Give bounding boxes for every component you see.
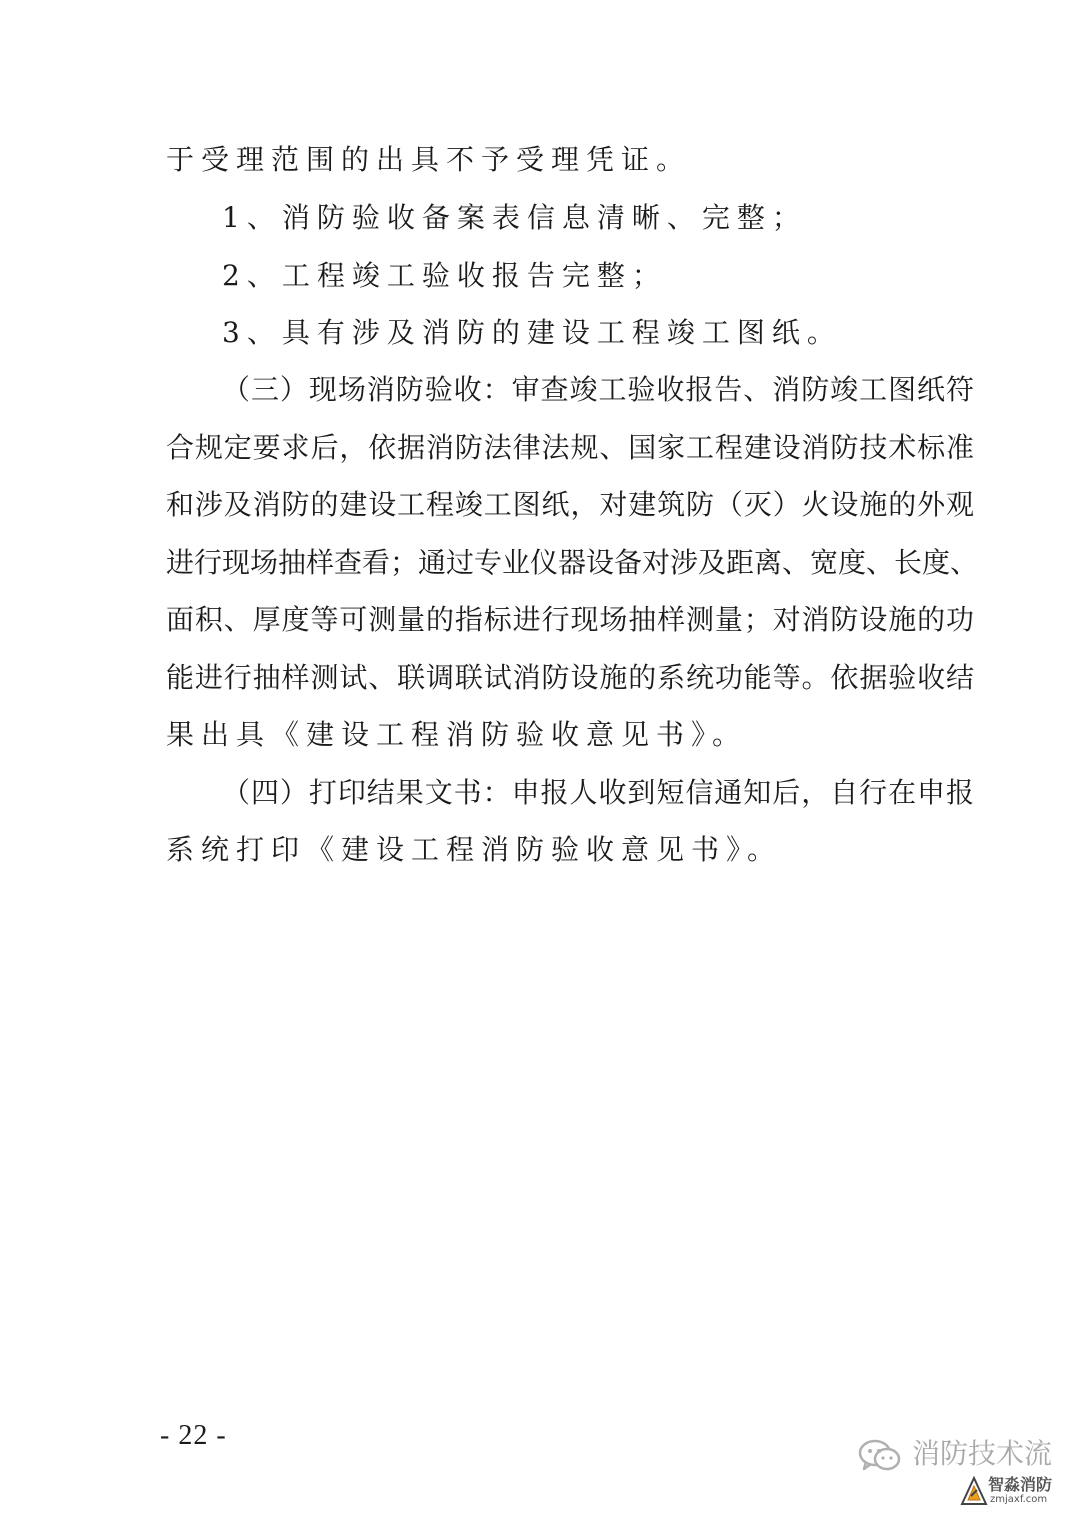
site-logo: [960, 1476, 1056, 1510]
watermark: [858, 1434, 1058, 1504]
paragraph-line: 系统打印《建设工程消防验收意见书》。: [166, 833, 783, 866]
paragraph-line: 和涉及消防的建设工程竣工图纸，对建筑防（灭）火设施的外观: [166, 488, 974, 521]
logo-mark-icon: [960, 1476, 988, 1506]
paragraph-line: 于受理范围的出具不予受理凭证。: [166, 143, 692, 176]
logo-url: zmjaxf.com: [990, 1494, 1048, 1505]
page-number: - 22 -: [160, 1420, 227, 1451]
paragraph-line: 能进行抽样测试、联调联试消防设施的系统功能等。依据验收结: [166, 661, 974, 694]
list-item-1: 1、消防验收备案表信息清晰、完整；: [222, 201, 807, 234]
account-name: 消防技术流: [912, 1437, 1053, 1470]
logo-text: 智淼消防: [988, 1475, 1053, 1494]
paragraph-line: 面积、厚度等可测量的指标进行现场抽样测量；对消防设施的功: [166, 603, 974, 636]
section-four-heading-line: （四）打印结果文书：申报人收到短信通知后，自行在申报: [222, 776, 974, 809]
list-item-3: 3、具有涉及消防的建设工程竣工图纸。: [222, 316, 842, 349]
paragraph-line: 合规定要求后，依据消防法律法规、国家工程建设消防技术标准: [166, 431, 974, 464]
list-item-2: 2、工程竣工验收报告完整；: [222, 259, 667, 292]
wechat-icon: [858, 1438, 902, 1474]
paragraph-line: 进行现场抽样查看；通过专业仪器设备对涉及距离、宽度、长度、: [166, 546, 979, 579]
section-three-heading-line: （三）现场消防验收：审查竣工验收报告、消防竣工图纸符: [222, 373, 974, 406]
paragraph-line: 果出具《建设工程消防验收意见书》。: [166, 718, 748, 751]
